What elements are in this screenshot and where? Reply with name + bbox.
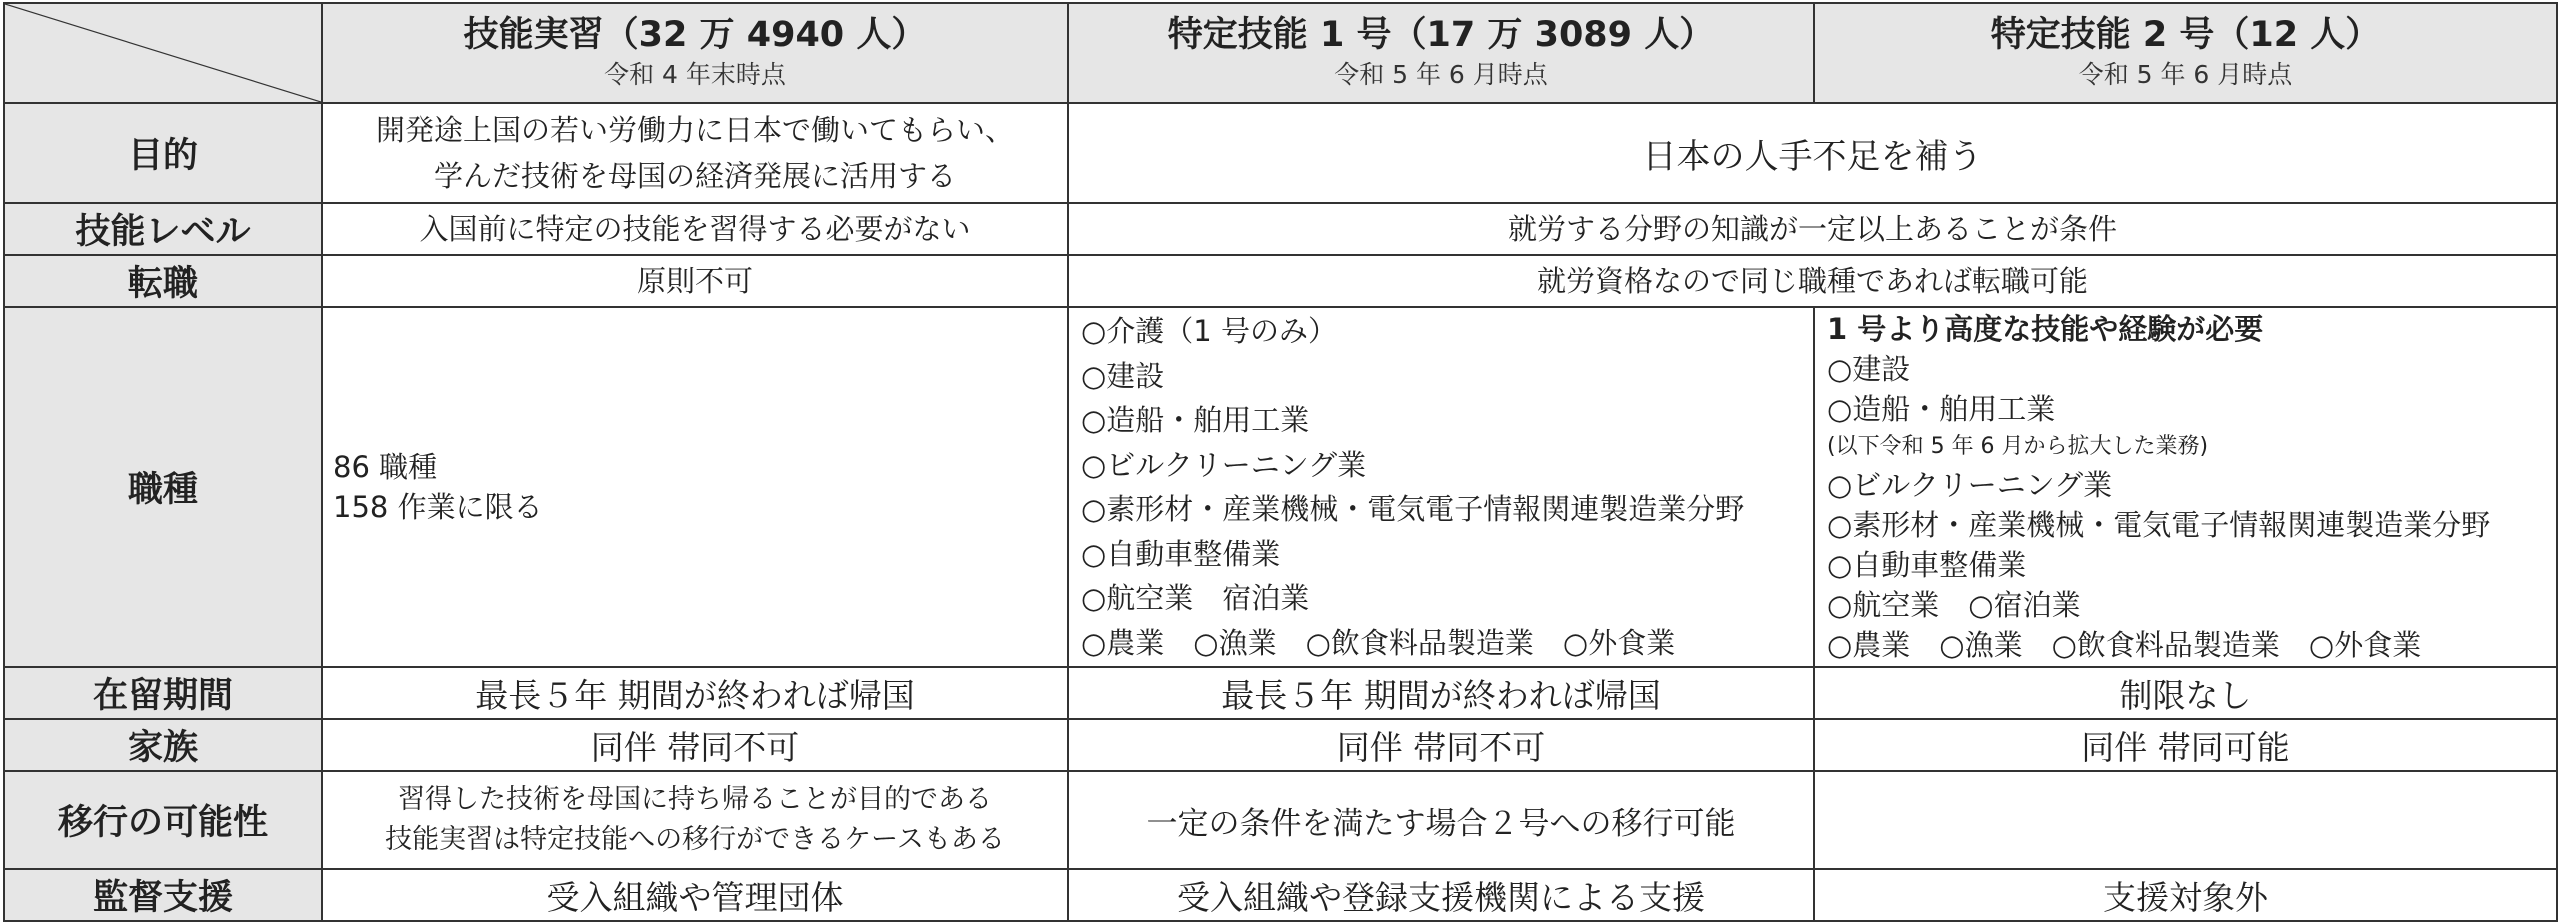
- occupation-note: (以下令和 5 年 6 月から拡大した業務): [1827, 434, 2209, 459]
- family-col3: 同伴 帯同可能: [1814, 719, 2557, 771]
- occupation-item: ○自動車整備業: [1081, 536, 1281, 571]
- job-change-col1: 原則不可: [322, 255, 1068, 307]
- stay-col2: 最長５年 期間が終われば帰国: [1068, 667, 1814, 719]
- occupation-item: ○ビルクリーニング業: [1827, 468, 2113, 502]
- row-label: 職種: [4, 307, 322, 667]
- column-title: 特定技能 1 号（17 万 3089 人）: [1167, 15, 1715, 55]
- occupation-item: ○建設: [1081, 358, 1165, 393]
- skill-col23: 就労する分野の知識が一定以上あることが条件: [1068, 203, 2557, 255]
- occupation-item: ○自動車整備業: [1827, 548, 2027, 582]
- row-skill: [4, 203, 2557, 255]
- column-subtitle: 令和 5 年 6 月時点: [2078, 60, 2293, 89]
- occupation-item: ○素形材・産業機械・電気電子情報関連製造業分野: [1081, 492, 1745, 526]
- occupation-item: ○農業 ○漁業 ○飲食料品製造業 ○外食業: [1827, 628, 2422, 662]
- support-col1: 受入組織や管理団体: [322, 869, 1068, 921]
- text-line: 技能実習は特定技能への移行ができるケースもある: [385, 824, 1005, 855]
- row-label: 監督支援: [4, 869, 322, 921]
- skill-col1: 入国前に特定の技能を習得する必要がない: [322, 203, 1068, 255]
- column-subtitle: 令和 4 年末時点: [604, 60, 786, 89]
- row-label: 家族: [4, 719, 322, 771]
- occupations-col2: [1068, 307, 1814, 667]
- column-title: 特定技能 2 号（12 人）: [1990, 15, 2381, 55]
- text-line: 習得した技術を母国に持ち帰ることが目的である: [398, 784, 992, 815]
- row-transition: [4, 771, 2557, 869]
- occupation-item: ○造船・舶用工業: [1081, 403, 1310, 437]
- row-family: [4, 719, 2557, 771]
- occupation-item: ○介護（1 号のみ）: [1081, 314, 1337, 348]
- diagonal-line: [5, 4, 321, 102]
- row-label: 目的: [4, 103, 322, 203]
- job-change-col23: 就労資格なので同じ職種であれば転職可能: [1068, 255, 2557, 307]
- corner-cell: [4, 3, 322, 103]
- row-label: 移行の可能性: [4, 771, 322, 869]
- row-job-change: [4, 255, 2557, 307]
- row-label: 技能レベル: [4, 203, 322, 255]
- occupation-item: ○農業 ○漁業 ○飲食料品製造業 ○外食業: [1081, 625, 1676, 660]
- occupation-item: ○航空業 宿泊業: [1081, 581, 1310, 615]
- header-row: [4, 3, 2557, 103]
- occupation-item: ○ビルクリーニング業: [1081, 447, 1367, 482]
- occupation-item: ○建設: [1827, 352, 1911, 386]
- occupation-item: ○造船・舶用工業: [1827, 392, 2056, 426]
- support-col3: 支援対象外: [1814, 869, 2557, 921]
- text-line: 86 職種: [333, 450, 438, 484]
- purpose-col23: 日本の人手不足を補う: [1068, 103, 2557, 203]
- row-label: 在留期間: [4, 667, 322, 719]
- transition-col1: [322, 771, 1068, 869]
- row-purpose: [4, 103, 2557, 203]
- family-col2: 同伴 帯同不可: [1068, 719, 1814, 771]
- occupation-requirement: 1 号より高度な技能や経験が必要: [1827, 312, 2264, 346]
- column-subtitle: 令和 5 年 6 月時点: [1334, 60, 1548, 89]
- header-specified-skill-1: [1068, 3, 1814, 103]
- text-line: 学んだ技術を母国の経済発展に活用する: [433, 159, 956, 193]
- purpose-col1: [322, 103, 1068, 203]
- row-stay: [4, 667, 2557, 719]
- transition-col3: [1814, 771, 2557, 869]
- occupation-item: ○素形材・産業機械・電気電子情報関連製造業分野: [1827, 508, 2491, 542]
- text-line: 158 作業に限る: [333, 490, 543, 524]
- occupations-col3: [1814, 307, 2557, 667]
- stay-col1: 最長５年 期間が終われば帰国: [322, 667, 1068, 719]
- occupation-item: ○航空業 ○宿泊業: [1827, 588, 2081, 622]
- header-technical-intern: [322, 3, 1068, 103]
- family-col1: 同伴 帯同不可: [322, 719, 1068, 771]
- row-label: 転職: [4, 255, 322, 307]
- stay-col3: 制限なし: [1814, 667, 2557, 719]
- column-title: 技能実習（32 万 4940 人）: [463, 15, 927, 55]
- header-specified-skill-2: [1814, 3, 2557, 103]
- row-occupations: [4, 307, 2557, 667]
- comparison-table: [3, 2, 2558, 922]
- transition-col2: 一定の条件を満たす場合２号への移行可能: [1068, 771, 1814, 869]
- support-col2: 受入組織や登録支援機関による支援: [1068, 869, 1814, 921]
- text-line: 開発途上国の若い労働力に日本で働いてもらい、: [375, 113, 1014, 147]
- row-support: [4, 869, 2557, 921]
- occupations-col1: [322, 307, 1068, 667]
